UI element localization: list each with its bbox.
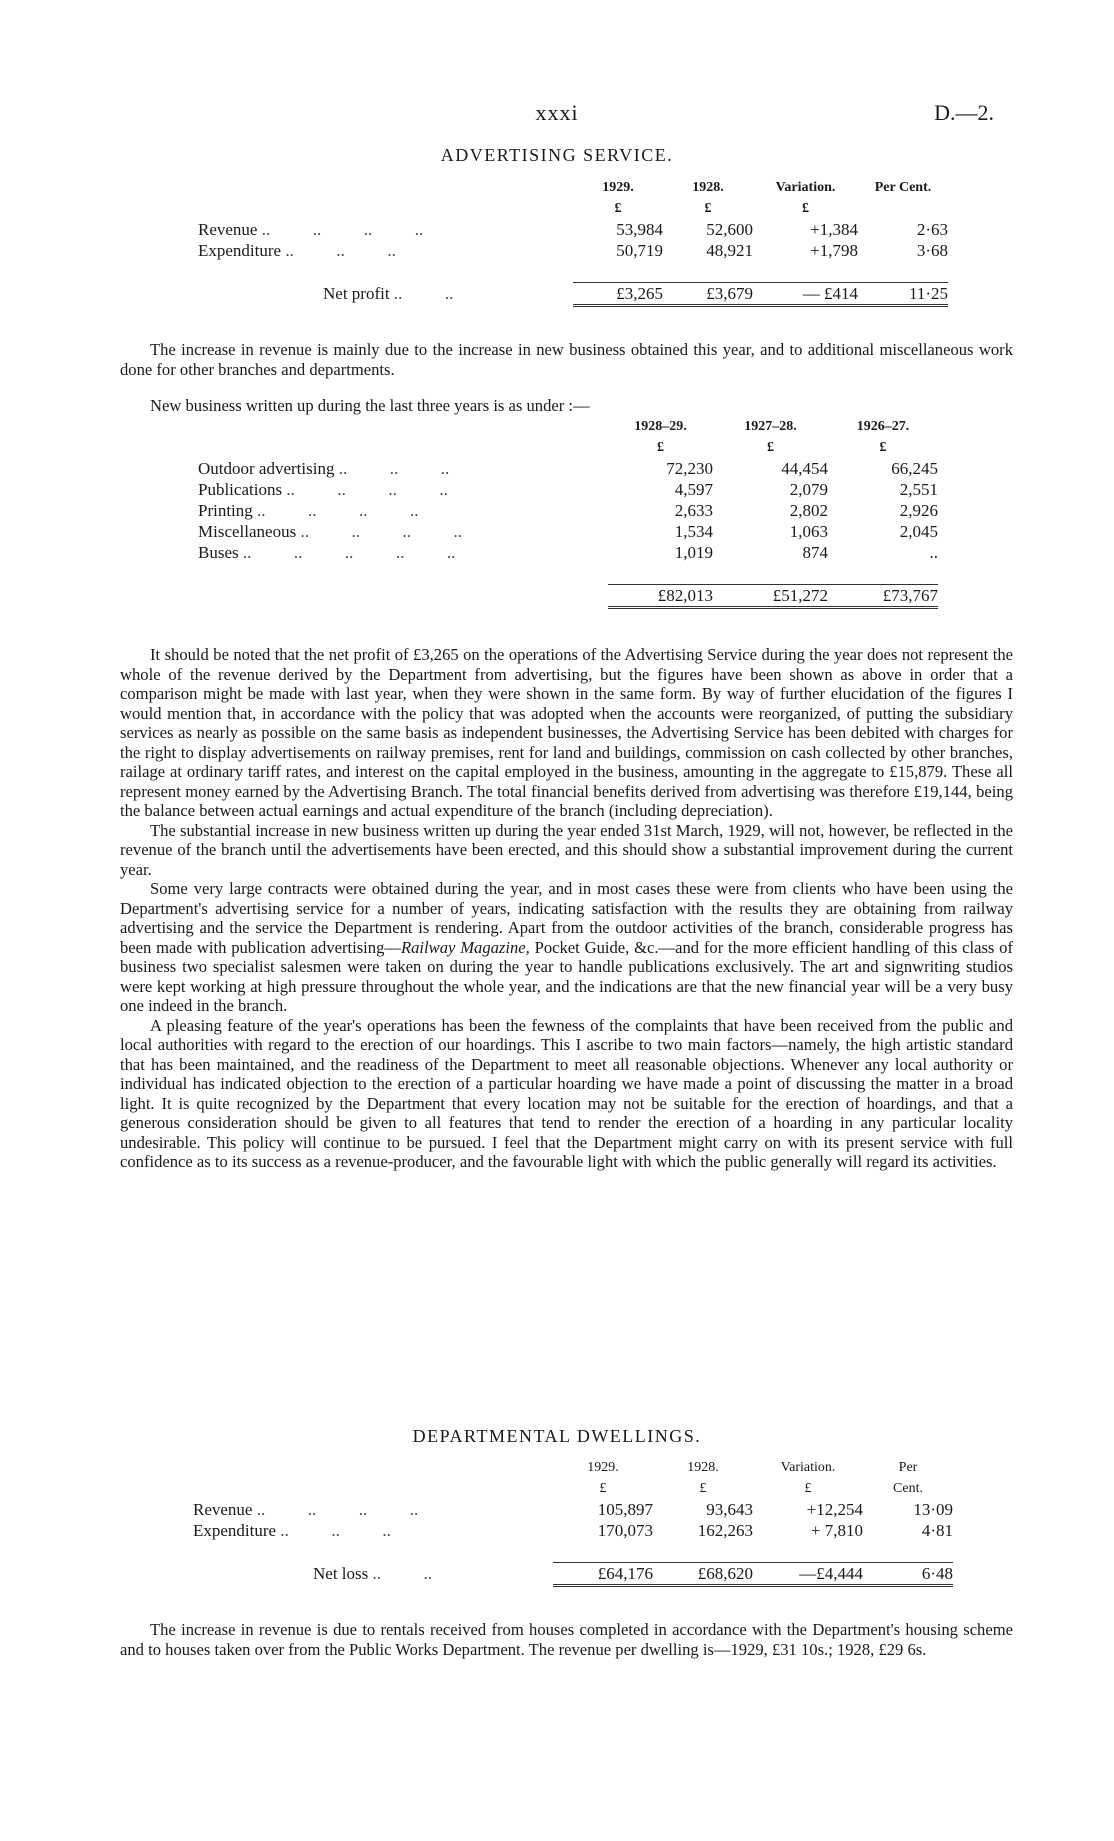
- table-cell: 44,454: [781, 458, 828, 478]
- table-row: [198, 458, 938, 479]
- table-cell: +1,798: [810, 240, 858, 260]
- total-cell: £3,265: [573, 283, 663, 306]
- table-cell: 2·63: [916, 219, 948, 239]
- total-cell: £68,620: [653, 1563, 753, 1586]
- column-header: 1929.: [587, 1459, 619, 1475]
- row-label: Outdoor advertising: [198, 458, 335, 478]
- column-header: Per Cent.: [874, 179, 932, 195]
- row-label: Miscellaneous: [198, 521, 297, 541]
- section-title-advertising: ADVERTISING SERVICE.: [440, 145, 674, 165]
- table-cell: 52,600: [706, 219, 753, 239]
- table-cell: 2,079: [789, 479, 828, 499]
- table-cell: 48,921: [706, 240, 753, 260]
- table-cell: + 7,810: [810, 1520, 863, 1540]
- table-cell: 4·81: [921, 1520, 953, 1540]
- paragraph: A pleasing feature of the year's operations has been the fewness of the complaints that have been received from the public and local authorities with regard to the erection of our hoardings. This I ascribe to two main factors—namely, the high artistic standard that has been maintained, and the readiness of the Department to meet all reasonable objections. Whenever any local authority or individual has indicated objection to the erection of a particular hoarding we have made a point of discussing the matter in a broad light. It is quite recognized by the Department that every location may not be suitable for the erection of hoardings, and that a generous consideration should be given to all features that tend to render the erection of a hoarding in any particular locality undesirable. This policy will continue to be pursued. I feel that the Department might carry on with its present service with full confidence as to its success as a revenue-producer, and the favourable light with which the public generally will regard its activities.: [120, 1015, 1013, 1171]
- unit-label: Cent.: [893, 1480, 923, 1496]
- unit-label: £: [657, 439, 664, 455]
- advertising-table: [198, 177, 948, 307]
- leader-dots: .. .. .. ..: [257, 500, 419, 520]
- table-cell: 2,926: [899, 500, 938, 520]
- leader-dots: .. ..: [372, 1564, 432, 1583]
- table-cell: ..: [929, 542, 938, 562]
- table-cell: 50,719: [616, 240, 663, 260]
- new-business-table: [198, 416, 938, 609]
- paragraph: It should be noted that the net profit of £3,265 on the operations of the Advertising Service during the year does not represent the whole of the revenue derived by the Department from advertising, but the figures have been shown as above in order that a comparison might be made with last year, when they were shown in the same form. By way of further elucidation of the figures I would mention that, in accordance with the policy that was adopted when the accounts were reorganized, of putting the subsidiary services as nearly as possible on the same basis as independent businesses, the Advertising Service has been debited with charges for the right to display advertisements on railway premises, rent for land and buildings, commission on cash collected by other branches, railage at ordinary tariff rates, and interest on the capital employed in the business, amounting in the aggregate to £15,879. These all represent money earned by the Advertising Branch. The total financial benefits derived from advertising was therefore £19,144, being the balance between actual earnings and actual expenditure of the branch (including depreciation).: [120, 645, 1013, 820]
- table-header-row: [193, 1457, 953, 1478]
- table-row: [198, 479, 938, 500]
- table-cell: +1,384: [810, 219, 858, 239]
- unit-label: £: [599, 1480, 607, 1496]
- leader-dots: .. .. ..: [280, 1520, 391, 1540]
- dwellings-table: [193, 1457, 953, 1587]
- leader-dots: .. .. ..: [338, 458, 450, 478]
- table-cell: 72,230: [666, 458, 713, 478]
- page-number: xxxi: [535, 100, 579, 125]
- unit-label: £: [699, 1480, 707, 1496]
- table-cell: 2,633: [674, 500, 713, 520]
- leader-dots: .. .. .. ..: [286, 479, 448, 499]
- total-cell: £51,272: [713, 585, 828, 608]
- total-row: [198, 283, 948, 306]
- leader-dots: .. .. ..: [285, 240, 396, 260]
- column-header: 1928.: [692, 179, 724, 195]
- total-cell: —£4,444: [753, 1563, 863, 1586]
- total-cell: — £414: [753, 283, 858, 306]
- paragraph: The substantial increase in new business written up during the year ended 31st March, 1929, will not, however, be reflected in the revenue of the branch until the advertisements have been erected, and this should show a substantial improvement during the current year.: [120, 820, 1013, 879]
- column-header: 1927–28.: [744, 418, 797, 434]
- table-cell: 1,063: [789, 521, 828, 541]
- table-row: [193, 1499, 953, 1520]
- column-header: 1929.: [602, 179, 634, 195]
- column-header: Variation.: [780, 1459, 836, 1475]
- table-header-row: [198, 416, 938, 437]
- unit-row: [198, 437, 938, 458]
- column-header: 1928–29.: [634, 418, 687, 434]
- total-cell: 11·25: [858, 283, 948, 306]
- paragraph-revenue-increase: The increase in revenue is mainly due to the increase in new business obtained this year, and to additional miscellaneous work done for other branches and departments.: [120, 340, 1013, 379]
- total-row: [198, 585, 938, 608]
- document-reference: D.—2.: [934, 100, 994, 125]
- section-title-dwellings: DEPARTMENTAL DWELLINGS.: [412, 1426, 702, 1446]
- unit-label: £: [802, 200, 809, 216]
- total-cell: £3,679: [663, 283, 753, 306]
- table-cell: 4,597: [674, 479, 713, 499]
- total-cell: £73,767: [828, 585, 938, 608]
- leader-dots: .. .. .. ..: [300, 521, 462, 541]
- table-cell: 3·68: [916, 240, 948, 260]
- column-header: 1926–27.: [856, 418, 910, 434]
- paragraph: Some very large contracts were obtained during the year, and in most cases these were from clients who have been using the Department's advertising service for a number of years, indicating satisfaction with the results they are obtaining from railway advertising and the service the Department is rendering. Apart from the outdoor activities of the branch, considerable progress has been made with publication advertising—Railway Magazine, Pocket Guide, &c.—and for the more efficient handling of this class of business two specialist salesmen were taken on during the year to handle publications exclusively. The art and signwriting studios were kept working at high pressure throughout the whole year, and the indications are that the new financial year will be a very busy one indeed in the branch.: [120, 879, 1014, 1015]
- italic-text: Railway Magazine,: [401, 937, 530, 957]
- total-cell: £82,013: [608, 585, 713, 608]
- unit-label: £: [804, 1480, 812, 1496]
- column-header: Per: [898, 1459, 918, 1475]
- leader-dots: .. .. .. ..: [261, 219, 424, 239]
- unit-label: £: [767, 439, 774, 455]
- table-cell: 874: [802, 542, 828, 562]
- unit-label: £: [879, 439, 887, 455]
- table-cell: 1,534: [674, 521, 713, 541]
- body-text: [120, 645, 1013, 1172]
- column-header: Variation.: [775, 179, 836, 195]
- row-label: Revenue: [193, 1499, 253, 1519]
- table-row: [193, 1520, 953, 1541]
- row-label: Publications: [198, 479, 283, 499]
- total-cell: £64,176: [553, 1563, 653, 1586]
- table-cell: 105,897: [597, 1499, 653, 1519]
- paragraph-dwellings: The increase in revenue is due to rentals received from houses completed in accordance with the Department's housing scheme and to houses taken over from the Public Works Department. The revenue per dwelling is—1929, £31 10s.; 1928, £29 6s.: [120, 1620, 1013, 1659]
- unit-label: £: [704, 200, 712, 216]
- table-cell: 93,643: [706, 1499, 753, 1519]
- row-label: Printing: [198, 500, 253, 520]
- table-cell: 162,263: [697, 1520, 753, 1540]
- leader-dots: .. .. .. .. ..: [242, 542, 456, 562]
- row-label: Expenditure: [198, 240, 282, 260]
- row-label: Revenue: [198, 219, 258, 239]
- table-cell: 2,551: [899, 479, 938, 499]
- table-row: [198, 500, 938, 521]
- table-cell: 2,802: [789, 500, 828, 520]
- new-business-intro: New business written up during the last three years is as under :—: [150, 396, 590, 415]
- unit-row: [198, 198, 948, 219]
- total-cell: 6·48: [863, 1563, 953, 1586]
- table-cell: 1,019: [674, 542, 713, 562]
- table-row: [198, 219, 948, 240]
- unit-label: £: [614, 200, 622, 216]
- leader-dots: .. ..: [393, 284, 454, 303]
- row-label: Net loss: [313, 1564, 369, 1583]
- table-header-row: [198, 177, 948, 198]
- leader-dots: .. .. .. ..: [256, 1499, 419, 1519]
- table-row: [198, 240, 948, 261]
- table-cell: 66,245: [891, 458, 938, 478]
- table-cell: 2,045: [899, 521, 938, 541]
- row-label: Net profit: [323, 284, 390, 303]
- table-cell: 53,984: [616, 219, 663, 239]
- table-row: [198, 521, 938, 542]
- total-row: [193, 1563, 953, 1586]
- table-cell: 13·09: [913, 1499, 953, 1519]
- row-label: Buses: [198, 542, 239, 562]
- table-cell: +12,254: [806, 1499, 863, 1519]
- table-cell: 170,073: [597, 1520, 653, 1540]
- row-label: Expenditure: [193, 1520, 277, 1540]
- table-row: [198, 542, 938, 563]
- unit-row: [193, 1478, 953, 1499]
- column-header: 1928.: [687, 1459, 719, 1475]
